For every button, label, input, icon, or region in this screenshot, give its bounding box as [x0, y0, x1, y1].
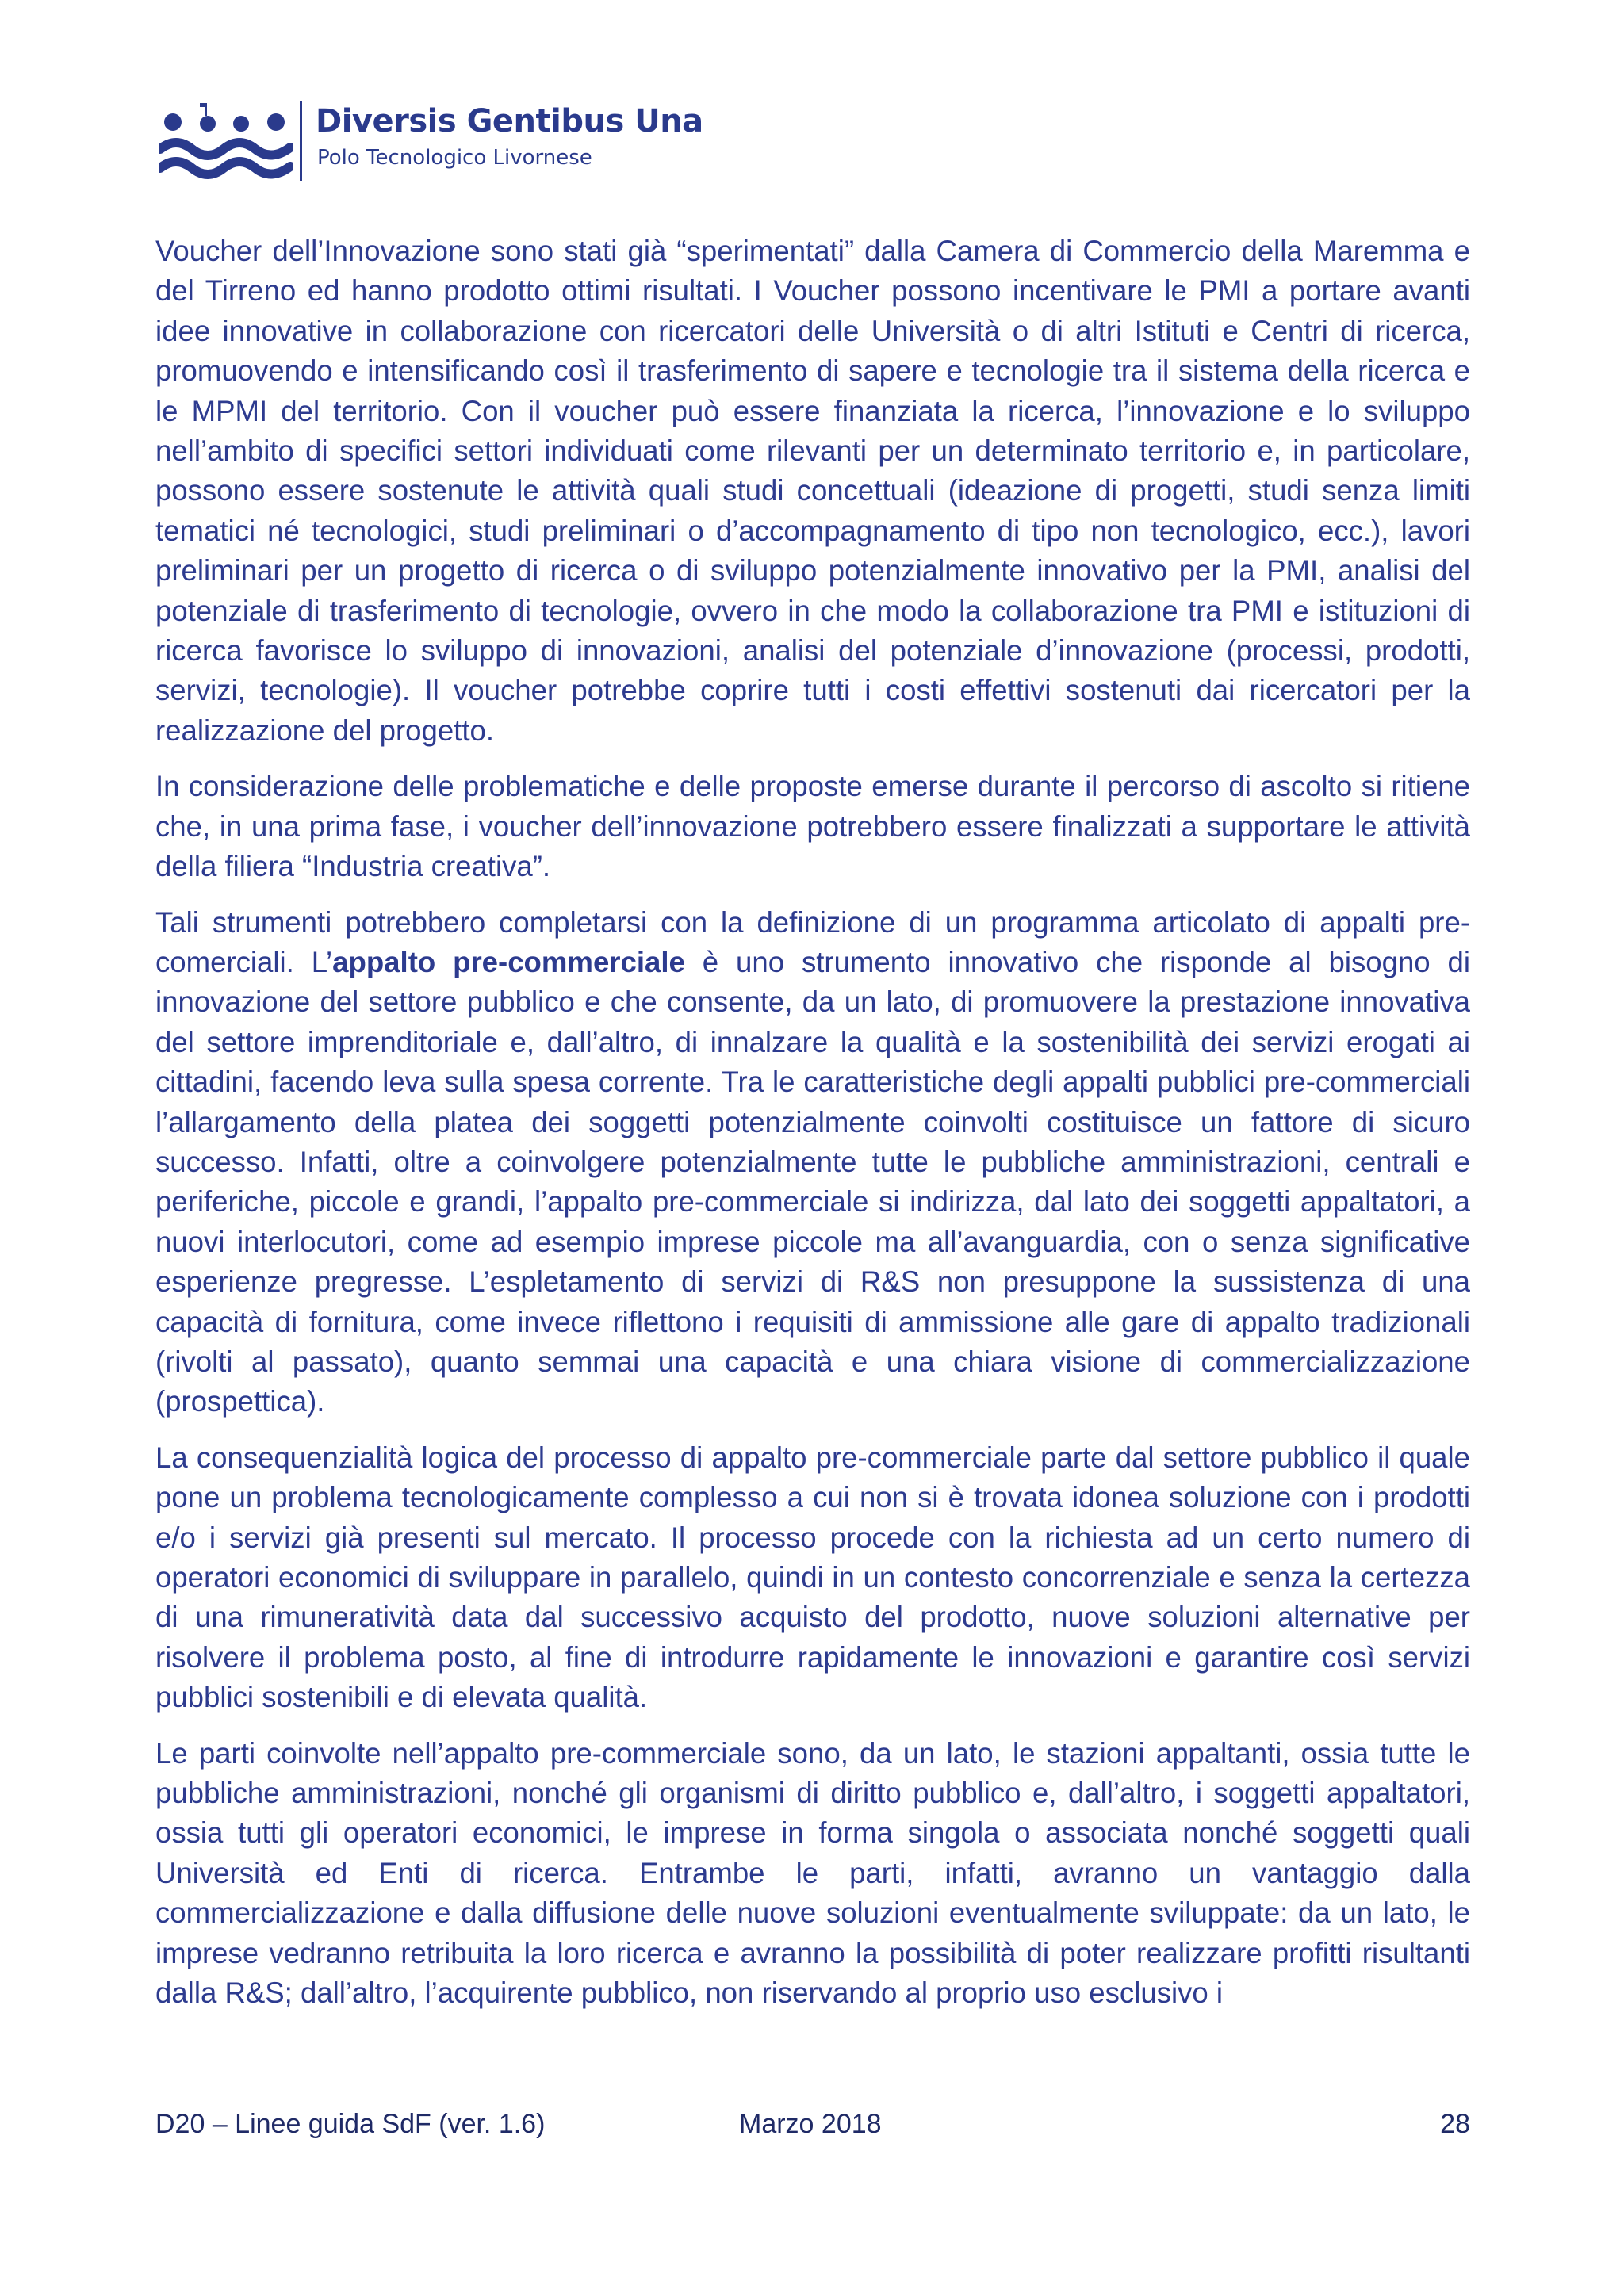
logo-subtitle: Polo Tecnologico Livornese: [317, 146, 592, 170]
footer-document-name: D20 – Linee guida SdF (ver. 1.6): [155, 2109, 546, 2139]
footer-page-number: 28: [1440, 2109, 1470, 2139]
paragraph-parti-coinvolte: Le parti coinvolte nell’appalto pre-commerciale sono, da un lato, le stazioni appaltanti, ossia tutte le pubbliche amministrazioni, nonché gli organismi di diritto pubblico e, dall’altro, i soggetti appaltatori, ossia tutti gli operatori economici, le imprese in forma singola o associata nonché soggetti quali Università ed Enti di ricerca. Entrambe le parti, infatti, avranno un vantaggio dalla commercializzazione e dalla diffusione delle nuove soluzioni eventualmente sviluppate: da un lato, le imprese vedranno retribuita la loro ricerca e avranno la possibilità di poter realizzare profitti risultanti dalla R&S; dall’altro, l’acquirente pubblico, non riservando al proprio uso esclusivo i: [155, 1736, 1470, 2010]
body-text: [155, 232, 1470, 2029]
paragraph-appalto-pre-commerciale: [155, 903, 1470, 1422]
paragraph-considerazione: In considerazione delle problematiche e delle proposte emerse durante il percorso di ascolto si ritiene che, in una prima fase, i voucher dell’innovazione potrebbero essere finalizzati a supportare le attività della filiera “Industria creativa”.: [155, 770, 1470, 883]
logo-title: Diversis Gentibus Una: [316, 103, 703, 140]
logo-divider: [300, 101, 302, 181]
dots-and-waves-logo-icon: [159, 100, 293, 179]
paragraph-text-after: è uno strumento innovativo che risponde al bisogno di innovazione del settore pubblico e che consente, da un lato, di promuovere la prestazione innovativa del settore imprenditoriale e, dall’altro, di innalzare la qualità e la sostenibilità dei servizi erogati ai cittadini, facendo leva sulla spesa corrente. Tra le caratteristiche degli appalti pubblici pre-commerciali l’allargamento della platea dei soggetti potenzialmente coinvolti costituisce un fattore di sicuro successo. Infatti, oltre a coinvolgere potenzialmente tutte le pubbliche amministrazioni, centrali e periferiche, piccole e grandi, l’appalto pre-commerciale si indirizza, dal lato dei soggetti appaltatori, a nuovi interlocutori, come ad esempio imprese piccole ma all’avanguardia, con o senza significative esperienze pregresse. L’espletamento di servizi di R&S non presuppone la sussistenza di una capacità di fornitura, come invece riflettono i requisiti di ammissione alle gare di appalto tradizionali (rivolti al passato), quanto semmai una capacità e una chiara visione di commercializzazione (prospettica).: [155, 945, 1470, 1418]
header-logo: [159, 94, 714, 187]
paragraph-consequenzialita: La consequenzialità logica del processo di appalto pre-commerciale parte dal settore pubblico il quale pone un problema tecnologicamente complesso a cui non si è trovata idonea soluzione con i prodotti e/o i servizi già presenti sul mercato. Il processo procede con la richiesta ad un certo numero di operatori economici di sviluppare in parallelo, quindi in un contesto concorrenziale e senza la certezza di una rimuneratività data dal successivo acquisto del prodotto, nuove soluzioni alternative per risolvere il problema posto, al fine di introdurre rapidamente le innovazioni e garantire così servizi pubblici sostenibili e di elevata qualità.: [155, 1441, 1470, 1714]
page-footer: [155, 2109, 1470, 2145]
paragraph-text-before: Tali strumenti potrebbero completarsi con la definizione di un programma articolato di appalti pre-comerciali. L’: [155, 905, 1470, 978]
footer-date: Marzo 2018: [739, 2109, 882, 2139]
paragraph-voucher-innovazione: Voucher dell’Innovazione sono stati già “sperimentati” dalla Camera di Commercio della Maremma e del Tirreno ed hanno prodotto ottimi risultati. I Voucher possono incentivare le PMI a portare avanti idee innovative in collaborazione con ricercatori delle Università o di altri Istituti e Centri di ricerca, promuovendo e intensificando così il trasferimento di sapere e tecnologie tra il sistema della ricerca e le MPMI del territorio. Con il voucher può essere finanziata la ricerca, l’innovazione e lo sviluppo nell’ambito di specifici settori individuati come rilevanti per un determinato territorio e, in particolare, possono essere sostenute le attività quali studi concettuali (ideazione di progetti, studi senza limiti tematici né tecnologici, studi preliminari o d’accompagnamento di tipo non tecnologico, ecc.), lavori preliminari per un progetto di ricerca o di sviluppo potenzialmente innovativo per la PMI, analisi del potenziale di trasferimento di tecnologie, ovvero in che modo la collaborazione tra PMI e istituzioni di ricerca favorisce lo sviluppo di innovazioni, analisi del potenziale d’innovazione (processi, prodotti, servizi, tecnologie). Il voucher potrebbe coprire tutti i costi effettivi sostenuti dai ricercatori per la realizzazione del progetto.: [155, 235, 1470, 747]
bold-term-appalto-pre-commerciale: appalto pre-commerciale: [332, 945, 685, 978]
